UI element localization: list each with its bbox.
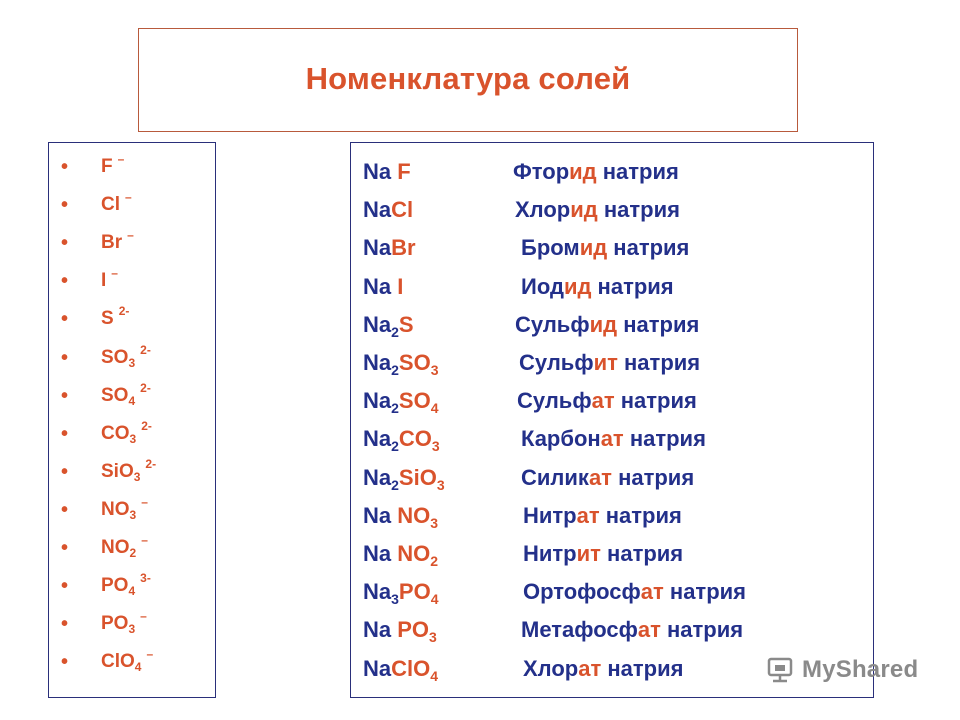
bullet-icon: • [61,384,69,407]
salt-formula [363,235,416,261]
anion-symbol: I [397,273,404,299]
salt-row [351,306,873,344]
name-stem: Карбон [521,426,601,452]
salt-name [523,579,746,605]
bullet-icon: • [61,460,69,483]
anion-item [61,378,151,414]
anion-subscript: 3 [430,514,439,531]
salt-formula [363,503,438,529]
bullet-icon: • [61,232,69,255]
anion-symbol: Br [101,232,123,254]
name-cation-word: натрия [660,617,744,643]
salt-row [351,229,873,267]
anion-charge: 2- [141,418,152,433]
anion-item [61,454,156,490]
name-suffix: ит [576,541,601,566]
cation-symbol: Na [363,350,392,375]
name-suffix: ат [588,464,612,490]
anion-symbol: SO [398,388,431,414]
anion-symbol: SO [398,350,431,375]
cation-symbol: Na [363,273,392,299]
salt-name [517,388,697,414]
anion-subscript: 3 [429,629,437,646]
anion-charge: 2- [118,304,130,319]
anion-subscript: 2 [430,553,439,569]
anion-item [61,263,118,299]
name-cation-word: натрия [623,426,706,452]
bullet-icon: • [61,575,69,598]
bullet-icon: • [61,308,69,331]
name-suffix: ит [593,350,618,375]
anion-symbol: ClO [391,655,431,681]
name-suffix: ат [591,388,615,414]
anion-charge: 2- [140,342,151,357]
name-stem: Силик [521,464,589,490]
anion-symbol: Cl [391,197,414,223]
name-cation-word: натрия [596,159,679,184]
anion-subscript: 3 [129,507,137,522]
anion-symbol: Br [391,235,416,261]
salt-name [523,503,682,529]
anion-subscript: 3 [128,622,136,637]
anion-charge: – [146,647,154,662]
name-suffix: ат [637,617,661,643]
name-stem: Хлор [523,655,579,681]
anion-item [61,492,148,528]
anion-item [61,644,153,680]
cation-symbol: Na [363,388,392,414]
name-cation-word: натрия [614,388,697,414]
anion-subscript: 2 [129,546,137,560]
name-suffix: ат [640,579,664,605]
anion-item [61,530,148,566]
page-title: Номенклатура солей [305,61,631,96]
name-suffix: ат [576,502,600,528]
anion-formula [101,232,122,254]
anion-formula [101,461,140,483]
anion-subscript: 3 [430,362,439,378]
title-box [138,28,798,132]
name-cation-word: натрия [607,235,690,261]
name-stem: Сульф [519,350,594,375]
anion-symbol: CO [398,426,432,452]
anion-subscript: 4 [430,591,439,608]
salt-formula [363,159,411,185]
anion-symbol: S [101,308,114,330]
bullet-icon: • [61,156,69,178]
name-cation-word: натрия [617,311,700,337]
bullet-icon: • [61,651,69,674]
anion-formula [101,385,135,407]
anion-subscript: 4 [134,660,142,675]
salt-name [513,159,679,185]
anion-symbol: PO [397,617,430,643]
anion-subscript: 3 [128,355,136,370]
name-cation-word: натрия [611,464,695,490]
cation-symbol: Na [363,502,392,528]
salt-row [351,497,873,535]
anion-symbol: SiO [398,464,437,490]
name-cation-word: натрия [599,502,682,528]
anion-charge: – [117,152,125,166]
anion-formula [101,499,136,521]
name-cation-word: натрия [601,655,684,681]
anion-symbol: SiO [101,460,134,482]
salt-row [351,191,873,229]
salt-row [351,153,873,191]
anion-formula [101,270,106,292]
anion-item [61,568,151,604]
cation-symbol: Na [363,579,392,605]
anion-formula [101,575,135,597]
cation-subscript: 3 [391,591,399,608]
salt-name [523,541,683,567]
bullet-icon: • [61,270,69,293]
salt-formula [363,656,438,682]
name-stem: Иод [521,273,564,299]
cation-symbol: Na [363,235,392,261]
bullet-icon: • [61,498,69,521]
name-suffix: ид [569,159,597,184]
anion-subscript: 3 [436,476,445,493]
anion-symbol: Cl [101,194,120,216]
cation-symbol: Na [363,464,392,490]
salt-name [515,197,680,223]
anion-symbol: F [397,159,411,184]
anion-symbol: S [398,311,414,337]
name-stem: Сульф [517,388,592,414]
anion-charge: – [141,533,148,547]
name-stem: Ортофосф [523,579,641,605]
salt-formula [363,465,445,491]
cation-symbol: Na [363,311,392,337]
anion-symbol: NO [397,502,431,528]
bullet-icon: • [61,194,69,217]
anion-symbol: SO [101,384,129,406]
salt-row [351,611,873,649]
anion-formula [101,156,113,178]
anion-symbol: CO [101,422,130,444]
salt-table [350,142,874,698]
anion-item [61,225,134,261]
anion-formula [101,194,120,216]
salt-formula [363,579,439,608]
anion-symbol: F [101,156,113,177]
name-suffix: ат [600,426,624,452]
salt-formula [363,274,403,300]
salt-name [515,312,699,338]
anion-charge: – [141,494,148,509]
myshared-logo-icon [766,656,796,684]
anion-subscript: 4 [430,400,439,417]
anion-charge: 2- [140,380,151,395]
anion-formula [101,651,141,673]
name-stem: Фтор [513,159,570,184]
anion-symbol: ClO [101,651,135,673]
anion-item [61,416,152,452]
watermark [766,656,918,684]
anion-charge: 3- [140,571,151,586]
cation-symbol: Na [363,617,392,643]
salt-name [521,274,674,300]
cation-subscript: 2 [391,400,399,417]
name-suffix: ат [578,655,602,681]
cation-subscript: 2 [391,476,399,493]
salt-row [351,268,873,306]
name-cation-word: натрия [591,273,674,299]
salt-formula [363,541,438,567]
cation-symbol: Na [363,541,392,566]
cation-subscript: 2 [391,438,399,455]
anion-item [61,187,132,223]
cation-symbol: Na [363,197,392,223]
name-cation-word: натрия [617,350,701,375]
anion-charge: – [127,228,134,243]
cation-subscript: 2 [391,323,399,340]
name-stem: Метафосф [521,617,638,643]
bullet-icon: • [61,346,69,369]
anion-charge: – [140,609,147,624]
name-cation-word: натрия [663,579,747,605]
anion-formula [101,347,135,369]
salt-row [351,535,873,573]
anion-subscript: 3 [431,438,440,455]
bullet-icon: • [61,537,69,559]
salt-formula [363,426,440,455]
salt-formula [363,388,439,417]
salt-row [351,420,873,458]
name-stem: Сульф [515,311,590,337]
anion-subscript: 3 [129,431,137,446]
anion-list [48,142,216,698]
name-cation-word: натрия [600,541,684,566]
anion-formula [101,613,135,635]
anion-symbol: PO [101,575,129,597]
salt-name [521,465,694,491]
cation-subscript: 2 [391,362,399,378]
anion-item [61,149,124,185]
name-suffix: ид [579,235,608,261]
cation-symbol: Na [363,159,392,184]
salt-formula [363,197,413,223]
name-stem: Нитр [523,502,577,528]
name-suffix: ид [570,197,598,223]
anion-subscript: 4 [128,584,136,599]
salt-row [351,573,873,611]
salt-formula [363,350,439,376]
anion-symbol: NO [101,498,130,520]
anion-symbol: NO [101,537,130,558]
salt-name [521,235,689,261]
name-stem: Хлор [515,197,571,223]
bullet-icon: • [61,613,69,636]
salt-name [523,656,683,682]
anion-formula [101,308,114,330]
anion-symbol: PO [101,613,129,635]
anion-charge: 2- [145,456,157,471]
watermark-text: MyShared [802,656,919,683]
anion-subscript: 3 [133,469,141,484]
anion-charge: – [125,190,132,205]
anion-subscript: 4 [128,393,136,408]
anion-symbol: I [101,270,107,292]
anion-symbol: NO [397,541,431,566]
salt-name [519,350,700,376]
anion-item [61,340,151,376]
salt-row [351,382,873,420]
salt-name [521,426,706,452]
salt-row [351,344,873,382]
anion-formula [101,423,136,445]
salt-formula [363,312,414,338]
name-stem: Бром [521,235,580,261]
anion-symbol: PO [398,579,431,605]
salt-name [521,617,743,643]
bullet-icon: • [61,422,69,445]
anion-charge: – [111,266,118,281]
salt-row [351,459,873,497]
anion-item [61,606,147,642]
cation-symbol: Na [363,655,392,681]
anion-item [61,301,129,337]
name-suffix: ид [589,311,618,337]
name-stem: Нитр [523,541,577,566]
anion-subscript: 4 [430,667,439,684]
salt-formula [363,617,437,646]
name-suffix: ид [563,273,592,299]
cation-symbol: Na [363,426,392,452]
anion-symbol: SO [101,346,129,368]
name-cation-word: натрия [597,197,680,223]
anion-formula [101,537,136,559]
